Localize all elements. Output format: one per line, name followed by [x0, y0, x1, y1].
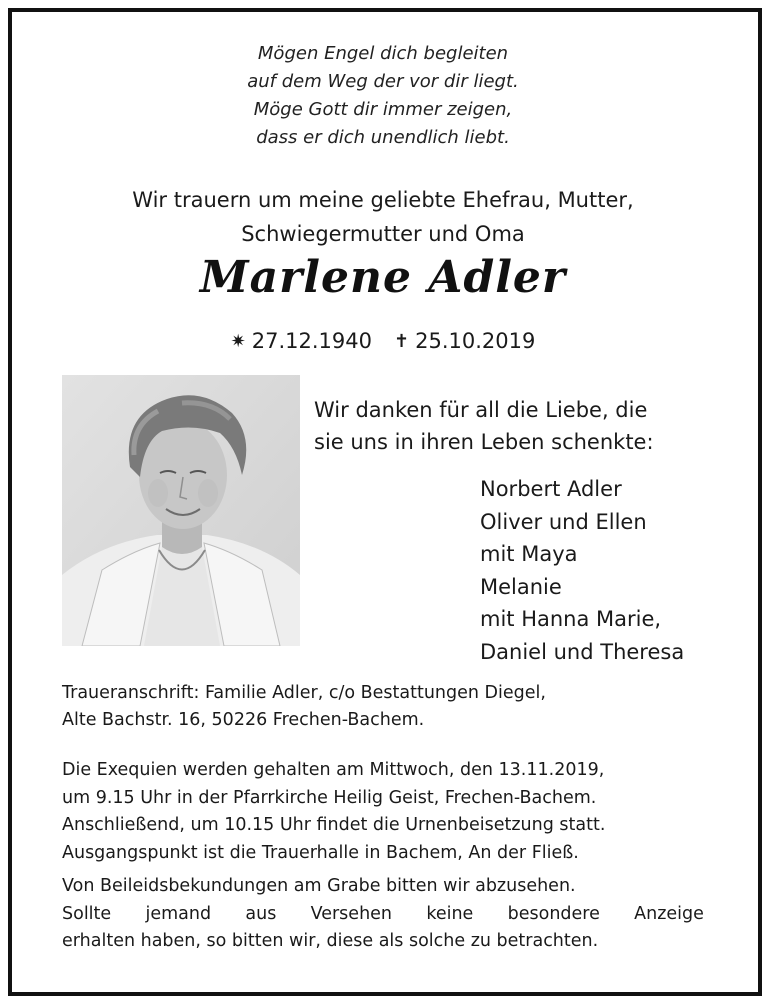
funeral-line: Anschließend, um 10.15 Uhr findet die Urnenbeisetzung statt.	[62, 815, 606, 835]
deceased-name: Marlene Adler	[199, 252, 567, 303]
family-member: Norbert Adler	[480, 477, 622, 501]
death-cross-icon: ✝	[394, 330, 410, 352]
family-member: Daniel und Theresa	[480, 639, 685, 664]
condolence-word: Anzeige	[634, 903, 704, 924]
portrait-photo	[62, 375, 300, 646]
birth-star-icon: ✷	[230, 330, 246, 352]
life-dates	[0, 328, 766, 353]
poem-line: Mögen Engel dich begleiten	[257, 43, 509, 64]
funeral-line: Die Exequien werden gehalten am Mittwoch, den 13.11.2019,	[62, 760, 605, 780]
funeral-line: um 9.15 Uhr in der Pfarrkirche Heilig Geist, Frechen-Bachem.	[62, 787, 597, 808]
condolence-word: keine	[426, 903, 474, 924]
condolence-note	[62, 873, 704, 956]
condolence-line-justified	[62, 901, 704, 929]
condolence-line: Von Beileidsbekundungen am Grabe bitten wir abzusehen.	[62, 876, 576, 896]
thanks-line: Wir danken für all die Liebe, die	[314, 398, 648, 422]
mourning-line: Schwiegermutter und Oma	[241, 222, 525, 246]
death-date: 25.10.2019	[415, 329, 536, 353]
thanks-line: sie uns in ihren Leben schenkte:	[314, 430, 654, 454]
family-member: mit Maya	[480, 542, 578, 566]
poem	[0, 40, 766, 152]
condolence-word: jemand	[145, 903, 212, 924]
condolence-line: erhalten haben, so bitten wir, diese als solche zu betrachten.	[62, 931, 599, 951]
family-list	[480, 473, 684, 668]
funeral-line: Ausgangspunkt ist die Trauerhalle in Bachem, An der Fließ.	[62, 842, 579, 863]
family-member: Oliver und Ellen	[480, 509, 647, 534]
condolence-word: Sollte	[62, 903, 112, 924]
funeral-details	[62, 757, 704, 867]
address-line: Traueranschrift: Familie Adler, c/o Bestattungen Diegel,	[62, 683, 546, 703]
condolence-word: Versehen	[310, 903, 393, 924]
poem-line: dass er dich unendlich liebt.	[256, 127, 510, 148]
mourning-statement	[0, 183, 766, 251]
thanks-text	[314, 394, 654, 458]
poem-line: auf dem Weg der vor dir liegt.	[247, 71, 519, 92]
condolence-word: besondere	[507, 903, 600, 924]
birth-date: 27.12.1940	[251, 329, 372, 353]
condolence-word: aus	[245, 903, 277, 924]
address-line: Alte Bachstr. 16, 50226 Frechen-Bachem.	[62, 710, 425, 730]
family-member: mit Hanna Marie,	[480, 607, 662, 631]
family-member: Melanie	[480, 574, 562, 599]
poem-line: Möge Gott dir immer zeigen,	[253, 99, 513, 120]
mourning-address	[62, 680, 546, 734]
mourning-line: Wir trauern um meine geliebte Ehefrau, Mutter,	[132, 188, 634, 212]
